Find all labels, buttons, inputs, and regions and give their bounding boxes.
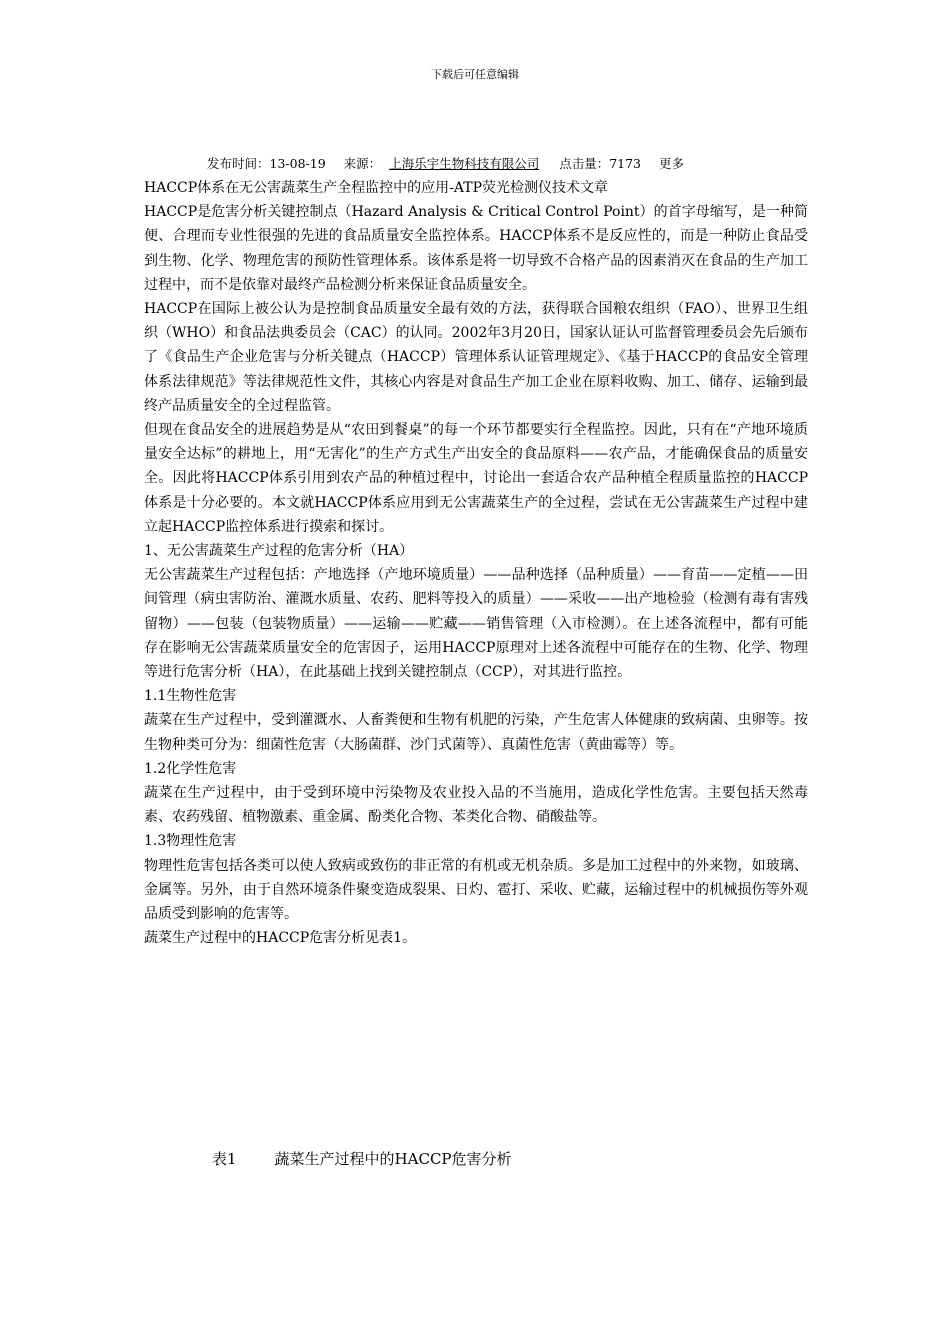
- paragraph: HACCP是危害分析关键控制点（Hazard Analysis & Critical Control Point）的首字母缩写，是一种简便、合理而专业性很强的先进的食品质量安全监控体系。HACCP体系不是反应性的，而是一种防止食品受到生物、化学、物理危害的预防性管理体系。该体系是将一切导致不合格产品的因素消灭在食品的生产加工过程中，而不是依靠对最终产品检测分析来保证食品质量安全。: [144, 204, 808, 293]
- paragraph: 物理性危害包括各类可以使人致病或致伤的非正常的有机或无机杂质。多是加工过程中的外来物，如玻璃、金属等。另外，由于自然环境条件聚变造成裂果、日灼、雹打、采收、贮藏，运输过程中的机械损伤等外观品质受到影响的危害等。: [144, 857, 808, 923]
- table-caption: [212, 1148, 512, 1169]
- paragraph: 蔬菜生产过程中的HACCP危害分析见表1。: [144, 930, 417, 947]
- article-title: HACCP体系在无公害蔬菜生产全程监控中的应用-ATP荧光检测仪技术文章: [144, 180, 608, 196]
- paragraph: 但现在食品安全的进展趋势是从“农田到餐桌”的每一个环节都要实行全程监控。因此，只有在“产地环境质量安全达标”的耕地上，用“无害化”的生产方式生产出安全的食品原料——农产品，才能确保食品的质量安全。因此将HACCP体系引用到农产品的种植过程中，讨论出一套适合农产品种植全程质量监控的HACCP体系是十分必要的。本文就HACCP体系应用到无公害蔬菜生产的全过程，尝试在无公害蔬菜生产过程中建立起HACCP监控体系进行摸索和探讨。: [144, 422, 808, 535]
- section-heading: 1、无公害蔬菜生产过程的危害分析（HA）: [144, 543, 414, 560]
- publish-time: 发布时间：13-08-19: [207, 156, 326, 171]
- paragraph: 蔬菜在生产过程中，由于受到环境中污染物及农业投入品的不当施用，造成化学性危害。主要包括天然毒素、农药残留、植物激素、重金属、酚类化合物、苯类化合物、硝酸盐等。: [144, 785, 808, 826]
- paragraph: HACCP在国际上被公认为是控制食品质量安全最有效的方法，获得联合国粮农组织（FAO）、世界卫生组织（WHO）和食品法典委员会（CAC）的认同。2002年3月20日，国家认证认可监督管理委员会先后颁布了《食品生产企业危害与分析关键点（HACCP）管理体系认证管理规定》、《基于HACCP的食品安全管理体系法律规范》等法律规范性文件，其核心内容是对食品生产加工企业在原料收购、加工、储存、运输到最终产品质量安全的全过程监管。: [144, 301, 808, 414]
- table-title: 蔬菜生产过程中的HACCP危害分析: [274, 1150, 512, 1168]
- paragraph: 无公害蔬菜生产过程包括：产地选择（产地环境质量）——品种选择（品种质量）——育苗——定植——田间管理（病虫害防治、灌溉水质量、农药、肥料等投入的质量）——采收——出产地检验（检测有毒有害残留物）——包装（包装物质量）——运输——贮藏——销售管理（入市检测）。在上述各流程中，都有可能存在影响无公害蔬菜质量安全的危害因子，运用HACCP原理对上述各流程中可能存在的生物、化学、物理等进行危害分析（HA），在此基础上找到关键控制点（CCP），对其进行监控。: [144, 567, 808, 681]
- section-heading: 1.1生物性危害: [144, 688, 237, 705]
- more-link[interactable]: 更多: [659, 156, 685, 171]
- click-count: 点击量：7173: [559, 156, 642, 171]
- paragraph: 蔬菜在生产过程中，受到灌溉水、人畜粪便和生物有机肥的污染，产生危害人体健康的致病菌、虫卵等。按生物种类可分为：细菌性危害（大肠菌群、沙门式菌等）、真菌性危害（黄曲霉等）等。: [144, 712, 808, 753]
- source-link[interactable]: 上海乐宇生物科技有限公司: [389, 156, 540, 171]
- header-note: 下载后可任意编辑: [431, 68, 519, 81]
- source-label: 来源：: [343, 156, 382, 171]
- article-meta: [207, 154, 702, 172]
- article-body: [144, 176, 808, 951]
- table-number: 表1: [212, 1150, 237, 1168]
- section-heading: 1.2化学性危害: [144, 760, 237, 777]
- section-heading: 1.3物理性危害: [144, 833, 237, 850]
